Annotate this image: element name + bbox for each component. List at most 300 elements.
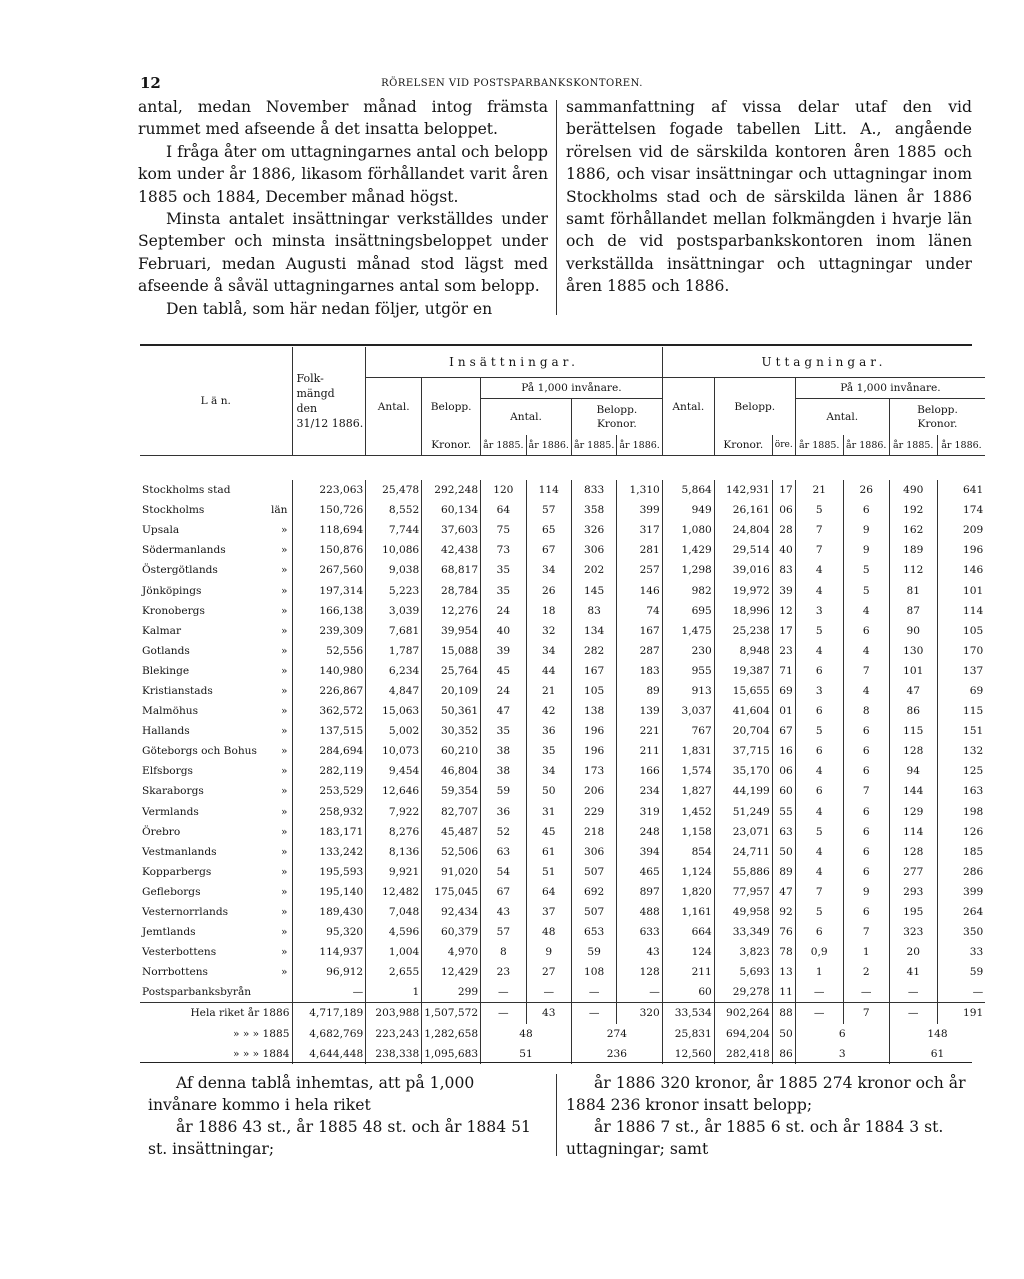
- cell-i_antal: 1,004: [366, 942, 422, 962]
- header-i-b86: år 1886.: [617, 435, 662, 456]
- cell-i_b85: 202: [571, 560, 616, 580]
- cell-i_a85: 38: [481, 761, 526, 781]
- cell-i_b85: —: [571, 982, 616, 1003]
- cell-u_kr: 19,972: [714, 580, 772, 600]
- cell-i_antal: 4,847: [366, 681, 422, 701]
- cell-u_ore: 28: [772, 520, 795, 540]
- cell-i_belopp: 28,784: [422, 580, 481, 600]
- header-i-kronor: Kronor.: [422, 435, 481, 456]
- cell-u_antal: 854: [662, 842, 714, 862]
- cell-u_ore: 39: [772, 580, 795, 600]
- cell-u_antal: 60: [662, 982, 714, 1003]
- totals-row: [140, 1024, 985, 1044]
- cell-u_b85: 144: [889, 781, 937, 801]
- table-row: [140, 520, 985, 540]
- cell-i_antal: 4,596: [366, 922, 422, 942]
- totals-cell-i_a: 48: [481, 1024, 572, 1044]
- cell-u_a86: 6: [843, 741, 889, 761]
- cell-i_b86: 183: [617, 661, 662, 681]
- cell-u_ore: 16: [772, 741, 795, 761]
- cell-i_belopp: 37,603: [422, 520, 481, 540]
- cell-u_b85: 162: [889, 520, 937, 540]
- totals-cell-u_antal: 12,560: [662, 1044, 714, 1064]
- table-top-rule: [140, 344, 972, 346]
- intro-left-column: [138, 96, 548, 320]
- cell-i_belopp: 68,817: [422, 560, 481, 580]
- cell-i_a86: 48: [526, 922, 571, 942]
- totals-cell-u_ore: 86: [772, 1044, 795, 1064]
- table-row: [140, 540, 985, 560]
- cell-u_antal: 1,429: [662, 540, 714, 560]
- cell-u_ore: 17: [772, 621, 795, 641]
- cell-u_antal: 913: [662, 681, 714, 701]
- cell-folk: 284,694: [292, 741, 366, 761]
- totals-cell-i_b: 236: [571, 1044, 662, 1064]
- cell-i_a86: 45: [526, 822, 571, 842]
- cell-u_b86: 105: [937, 621, 985, 641]
- intro-paragraph: sammanfattning af vissa delar utaf den vid berättelsen fogade tabellen Litt. A., angående rörelsen vid de särskilda kontoren åren 1885 och 1886, och visar insättningar och uttagningar inom Stockholms stad och de särskilda länen år 1886 samt förhållandet mellan folkmängden i hvarje län och de vid postsparbankskontoren inom länen verkställda insättningar och uttagningar under åren 1885 och 1886.: [566, 98, 972, 296]
- column-divider: [556, 1074, 557, 1156]
- county-name: Malmöhus »: [142, 705, 288, 718]
- cell-u_antal: 5,864: [662, 480, 714, 500]
- header-i-pa-1000: På 1,000 invånare.: [481, 378, 663, 399]
- cell-u_b85: 101: [889, 661, 937, 681]
- table-row: [140, 802, 985, 822]
- cell-u_kr: 55,886: [714, 862, 772, 882]
- table-row: [140, 721, 985, 741]
- cell-u_a86: 5: [843, 560, 889, 580]
- cell-i_b86: 281: [617, 540, 662, 560]
- cell-i_b85: 59: [571, 942, 616, 962]
- cell-i_a86: 64: [526, 882, 571, 902]
- cell-u_antal: 1,124: [662, 862, 714, 882]
- intro-paragraph: Den tablå, som här nedan följer, utgör en: [166, 299, 493, 318]
- cell-u_a86: 9: [843, 882, 889, 902]
- conclusion-left: [148, 1072, 548, 1160]
- cell-u_ore: 50: [772, 842, 795, 862]
- county-name: Vesternorrlands »: [142, 906, 288, 919]
- cell-i_b86: 319: [617, 802, 662, 822]
- totals-cell-folk: 4,644,448: [292, 1044, 366, 1064]
- cell-i_a86: 34: [526, 761, 571, 781]
- cell-i_belopp: 45,487: [422, 822, 481, 842]
- cell-i_belopp: 82,707: [422, 802, 481, 822]
- header-u-b86: år 1886.: [937, 435, 985, 456]
- cell-u_a85: 5: [795, 500, 843, 520]
- cell-u_b85: 90: [889, 621, 937, 641]
- totals-label: » » » 1885: [232, 1027, 290, 1040]
- header-spacer: [662, 435, 714, 456]
- header-spacer: [366, 435, 422, 456]
- cell-i_b86: 248: [617, 822, 662, 842]
- cell-folk: 239,309: [292, 621, 366, 641]
- cell-i_b86: 167: [617, 621, 662, 641]
- table-row: [140, 500, 985, 520]
- cell-u_b85: 115: [889, 721, 937, 741]
- cell-folk: 253,529: [292, 781, 366, 801]
- cell-u_b85: 277: [889, 862, 937, 882]
- cell-u_b85: 41: [889, 962, 937, 982]
- cell-u_b85: 112: [889, 560, 937, 580]
- cell-u_antal: 982: [662, 580, 714, 600]
- cell-u_a86: 26: [843, 480, 889, 500]
- cell-u_kr: 51,249: [714, 802, 772, 822]
- cell-u_a85: 4: [795, 761, 843, 781]
- totals-cell-u_b: 148: [889, 1024, 985, 1044]
- cell-u_a85: 3: [795, 601, 843, 621]
- header-lan: L ä n.: [140, 347, 292, 456]
- table-row: [140, 982, 985, 1003]
- totals-row: [140, 1003, 985, 1024]
- cell-u_b86: 399: [937, 882, 985, 902]
- header-insattningar: Insättningar.: [366, 347, 663, 378]
- cell-i_a86: —: [526, 982, 571, 1003]
- cell-folk: 183,171: [292, 822, 366, 842]
- cell-u_antal: 1,827: [662, 781, 714, 801]
- cell-i_belopp: 60,134: [422, 500, 481, 520]
- county-name: Gefleborgs »: [142, 885, 288, 898]
- cell-u_a86: 6: [843, 621, 889, 641]
- cell-u_a85: 4: [795, 560, 843, 580]
- cell-u_b86: 137: [937, 661, 985, 681]
- cell-i_belopp: 46,804: [422, 761, 481, 781]
- cell-i_b85: 306: [571, 842, 616, 862]
- cell-u_kr: 44,199: [714, 781, 772, 801]
- cell-u_b85: 114: [889, 822, 937, 842]
- county-name: Hallands »: [142, 725, 288, 738]
- cell-i_a85: 24: [481, 681, 526, 701]
- totals-cell-u_ore: 88: [772, 1003, 795, 1024]
- cell-i_a85: 45: [481, 661, 526, 681]
- cell-i_a85: 67: [481, 882, 526, 902]
- cell-i_belopp: 15,088: [422, 641, 481, 661]
- header-i-b85: år 1885.: [571, 435, 616, 456]
- header-u-ore: öre.: [772, 435, 795, 456]
- table-row: [140, 641, 985, 661]
- totals-cell-u_a: 3: [795, 1044, 889, 1064]
- cell-folk: 195,593: [292, 862, 366, 882]
- cell-u_b86: 146: [937, 560, 985, 580]
- table-row: [140, 842, 985, 862]
- cell-i_a86: 21: [526, 681, 571, 701]
- cell-u_ore: 63: [772, 822, 795, 842]
- cell-u_ore: 92: [772, 902, 795, 922]
- cell-i_antal: 7,744: [366, 520, 422, 540]
- cell-i_a85: 120: [481, 480, 526, 500]
- cell-i_antal: 1: [366, 982, 422, 1003]
- cell-i_antal: 7,048: [366, 902, 422, 922]
- header-i-belopp: Belopp.: [422, 378, 481, 436]
- cell-i_b85: 282: [571, 641, 616, 661]
- cell-i_b86: 43: [617, 942, 662, 962]
- cell-i_a86: 57: [526, 500, 571, 520]
- cell-i_b86: 166: [617, 761, 662, 781]
- cell-folk: 150,876: [292, 540, 366, 560]
- cell-u_b86: 170: [937, 641, 985, 661]
- cell-i_belopp: 59,354: [422, 781, 481, 801]
- cell-i_a85: 35: [481, 580, 526, 600]
- cell-u_kr: 142,931: [714, 480, 772, 500]
- cell-i_b86: 146: [617, 580, 662, 600]
- cell-i_b85: 326: [571, 520, 616, 540]
- totals-cell-u_kr: 902,264: [714, 1003, 772, 1024]
- cell-u_a85: 1: [795, 962, 843, 982]
- cell-i_b86: 257: [617, 560, 662, 580]
- cell-i_a85: 43: [481, 902, 526, 922]
- cell-u_antal: 211: [662, 962, 714, 982]
- table-row: [140, 741, 985, 761]
- cell-folk: 118,694: [292, 520, 366, 540]
- cell-u_ore: 76: [772, 922, 795, 942]
- table-row: [140, 480, 985, 500]
- cell-i_b86: 139: [617, 701, 662, 721]
- totals-label: » » » 1884: [232, 1047, 290, 1060]
- cell-u_kr: 23,071: [714, 822, 772, 842]
- cell-i_belopp: 4,970: [422, 942, 481, 962]
- cell-i_a85: 63: [481, 842, 526, 862]
- totals-cell-u_a: 6: [795, 1024, 889, 1044]
- cell-u_b86: 132: [937, 741, 985, 761]
- totals-cell-u_b86: 191: [937, 1003, 985, 1024]
- cell-i_a85: 40: [481, 621, 526, 641]
- header-i-antal-sub: Antal.: [481, 399, 572, 436]
- table-row: [140, 681, 985, 701]
- totals-cell-i_a: 51: [481, 1044, 572, 1064]
- totals-label: Hela riket år 1886: [140, 1003, 292, 1024]
- county-name: Stockholms stad: [142, 484, 231, 497]
- county-name: Kronobergs »: [142, 604, 288, 617]
- cell-i_antal: 2,655: [366, 962, 422, 982]
- cell-i_belopp: 60,379: [422, 922, 481, 942]
- county-name: Vermlands »: [142, 805, 288, 818]
- cell-i_a86: 18: [526, 601, 571, 621]
- totals-cell-i_b86: 320: [617, 1003, 662, 1024]
- cell-i_b85: 218: [571, 822, 616, 842]
- cell-i_belopp: 12,429: [422, 962, 481, 982]
- cell-folk: 282,119: [292, 761, 366, 781]
- cell-i_a85: —: [481, 982, 526, 1003]
- conclusion-paragraph: år 1886 7 st., år 1885 6 st. och år 1884 3 st. uttagningar; samt: [566, 1118, 944, 1158]
- totals-cell-i_belopp: 1,282,658: [422, 1024, 481, 1044]
- conclusion-paragraph: år 1886 43 st., år 1885 48 st. och år 1884 51 st. insättningar;: [148, 1118, 531, 1158]
- cell-i_a86: 37: [526, 902, 571, 922]
- cell-i_b85: 653: [571, 922, 616, 942]
- cell-i_b86: 221: [617, 721, 662, 741]
- totals-cell-u_ore: 50: [772, 1024, 795, 1044]
- cell-u_ore: 17: [772, 480, 795, 500]
- cell-u_b86: 209: [937, 520, 985, 540]
- cell-i_a85: 73: [481, 540, 526, 560]
- cell-u_a85: 4: [795, 842, 843, 862]
- cell-u_kr: 24,804: [714, 520, 772, 540]
- cell-i_antal: 12,482: [366, 882, 422, 902]
- cell-u_kr: 25,238: [714, 621, 772, 641]
- table-row: [140, 621, 985, 641]
- cell-i_a85: 39: [481, 641, 526, 661]
- column-divider: [556, 100, 557, 315]
- cell-i_b86: 394: [617, 842, 662, 862]
- cell-u_ore: 06: [772, 761, 795, 781]
- totals-cell-u_b85: —: [889, 1003, 937, 1024]
- cell-u_a85: 5: [795, 721, 843, 741]
- cell-i_antal: 8,552: [366, 500, 422, 520]
- cell-u_a85: 7: [795, 882, 843, 902]
- cell-u_b85: 81: [889, 580, 937, 600]
- cell-u_ore: 89: [772, 862, 795, 882]
- cell-i_belopp: 39,954: [422, 621, 481, 641]
- cell-i_antal: 8,136: [366, 842, 422, 862]
- cell-i_b85: 108: [571, 962, 616, 982]
- cell-u_antal: 767: [662, 721, 714, 741]
- cell-u_b85: 86: [889, 701, 937, 721]
- cell-i_antal: 8,276: [366, 822, 422, 842]
- cell-i_b86: 1,310: [617, 480, 662, 500]
- cell-i_b85: 173: [571, 761, 616, 781]
- cell-folk: 166,138: [292, 601, 366, 621]
- cell-i_b86: 234: [617, 781, 662, 801]
- cell-u_a85: 6: [795, 781, 843, 801]
- table-row: [140, 922, 985, 942]
- cell-u_ore: 55: [772, 802, 795, 822]
- cell-i_a86: 26: [526, 580, 571, 600]
- cell-i_antal: 9,454: [366, 761, 422, 781]
- cell-u_kr: 37,715: [714, 741, 772, 761]
- statistics-table: [140, 347, 985, 1064]
- cell-i_a86: 50: [526, 781, 571, 801]
- cell-i_belopp: 50,361: [422, 701, 481, 721]
- cell-u_ore: 60: [772, 781, 795, 801]
- totals-cell-u_a86: 7: [843, 1003, 889, 1024]
- cell-i_a85: 36: [481, 802, 526, 822]
- cell-i_belopp: 60,210: [422, 741, 481, 761]
- cell-i_belopp: 299: [422, 982, 481, 1003]
- cell-i_antal: 10,073: [366, 741, 422, 761]
- cell-i_antal: 5,002: [366, 721, 422, 741]
- table-row: [140, 781, 985, 801]
- cell-u_a85: 5: [795, 822, 843, 842]
- cell-u_a86: 6: [843, 842, 889, 862]
- cell-u_a86: 7: [843, 661, 889, 681]
- cell-u_ore: 01: [772, 701, 795, 721]
- county-name: Östergötlands »: [142, 564, 288, 577]
- cell-folk: 223,063: [292, 480, 366, 500]
- cell-i_b86: —: [617, 982, 662, 1003]
- cell-i_a85: 52: [481, 822, 526, 842]
- cell-i_a86: 65: [526, 520, 571, 540]
- cell-u_kr: 8,948: [714, 641, 772, 661]
- cell-u_kr: 19,387: [714, 661, 772, 681]
- cell-i_a86: 27: [526, 962, 571, 982]
- cell-u_b86: 115: [937, 701, 985, 721]
- cell-i_b86: 488: [617, 902, 662, 922]
- cell-u_antal: 124: [662, 942, 714, 962]
- table-row: [140, 580, 985, 600]
- cell-u_b85: 189: [889, 540, 937, 560]
- cell-i_belopp: 42,438: [422, 540, 481, 560]
- table-row: [140, 761, 985, 781]
- cell-u_b86: 174: [937, 500, 985, 520]
- cell-i_belopp: 91,020: [422, 862, 481, 882]
- cell-u_a86: 1: [843, 942, 889, 962]
- cell-u_antal: 1,298: [662, 560, 714, 580]
- cell-u_b85: 195: [889, 902, 937, 922]
- cell-i_b85: 196: [571, 721, 616, 741]
- cell-u_antal: 230: [662, 641, 714, 661]
- cell-i_a85: 38: [481, 741, 526, 761]
- table-row: [140, 962, 985, 982]
- cell-u_a86: 6: [843, 500, 889, 520]
- cell-u_b85: 323: [889, 922, 937, 942]
- cell-i_b86: 465: [617, 862, 662, 882]
- cell-u_ore: 40: [772, 540, 795, 560]
- cell-u_ore: 23: [772, 641, 795, 661]
- cell-i_b85: 196: [571, 741, 616, 761]
- cell-u_a85: 3: [795, 681, 843, 701]
- cell-i_b86: 128: [617, 962, 662, 982]
- cell-u_antal: 1,080: [662, 520, 714, 540]
- header-u-antal: Antal.: [662, 378, 714, 436]
- cell-u_a86: 7: [843, 781, 889, 801]
- intro-paragraph: antal, medan November månad intog främsta rummet med afseende å det insatta beloppet.: [138, 98, 548, 139]
- cell-u_b85: 293: [889, 882, 937, 902]
- header-u-pa-1000: På 1,000 invånare.: [795, 378, 985, 399]
- cell-i_a86: 9: [526, 942, 571, 962]
- table-row: [140, 882, 985, 902]
- totals-cell-u_antal: 33,534: [662, 1003, 714, 1024]
- cell-i_b86: 89: [617, 681, 662, 701]
- county-name: Upsala »: [142, 524, 288, 537]
- cell-u_antal: 664: [662, 922, 714, 942]
- cell-u_antal: 955: [662, 661, 714, 681]
- cell-i_a86: 51: [526, 862, 571, 882]
- cell-i_b86: 317: [617, 520, 662, 540]
- county-name: Örebro »: [142, 825, 288, 838]
- intro-paragraph: I fråga åter om uttagningarnes antal och belopp kom under år 1886, likasom förhållandet varit åren 1885 och 1884, December månad högst.: [138, 142, 548, 206]
- county-name: Vesterbottens »: [142, 946, 288, 959]
- cell-u_kr: 39,016: [714, 560, 772, 580]
- cell-i_antal: 1,787: [366, 641, 422, 661]
- cell-u_a86: 9: [843, 540, 889, 560]
- cell-u_kr: 35,170: [714, 761, 772, 781]
- cell-u_a85: 4: [795, 641, 843, 661]
- cell-u_antal: 1,452: [662, 802, 714, 822]
- cell-i_belopp: 30,352: [422, 721, 481, 741]
- cell-u_ore: 69: [772, 681, 795, 701]
- totals-cell-u_b: 61: [889, 1044, 985, 1064]
- totals-cell-u_kr: 282,418: [714, 1044, 772, 1064]
- cell-u_a85: 6: [795, 701, 843, 721]
- cell-u_a85: 4: [795, 862, 843, 882]
- cell-i_a86: 67: [526, 540, 571, 560]
- cell-i_b85: 306: [571, 540, 616, 560]
- cell-i_b85: 83: [571, 601, 616, 621]
- cell-i_antal: 6,234: [366, 661, 422, 681]
- cell-folk: 267,560: [292, 560, 366, 580]
- cell-folk: 96,912: [292, 962, 366, 982]
- cell-u_ore: 78: [772, 942, 795, 962]
- totals-cell-i_belopp: 1,095,683: [422, 1044, 481, 1064]
- cell-folk: 114,937: [292, 942, 366, 962]
- cell-u_kr: 33,349: [714, 922, 772, 942]
- conclusion-paragraph: år 1886 320 kronor, år 1885 274 kronor och år 1884 236 kronor insatt belopp;: [566, 1074, 966, 1114]
- cell-i_a85: 64: [481, 500, 526, 520]
- cell-i_a86: 36: [526, 721, 571, 741]
- cell-u_b85: 128: [889, 741, 937, 761]
- totals-cell-u_a85: —: [795, 1003, 843, 1024]
- conclusion-right: [566, 1072, 976, 1160]
- cell-u_b86: 125: [937, 761, 985, 781]
- cell-i_b86: 74: [617, 601, 662, 621]
